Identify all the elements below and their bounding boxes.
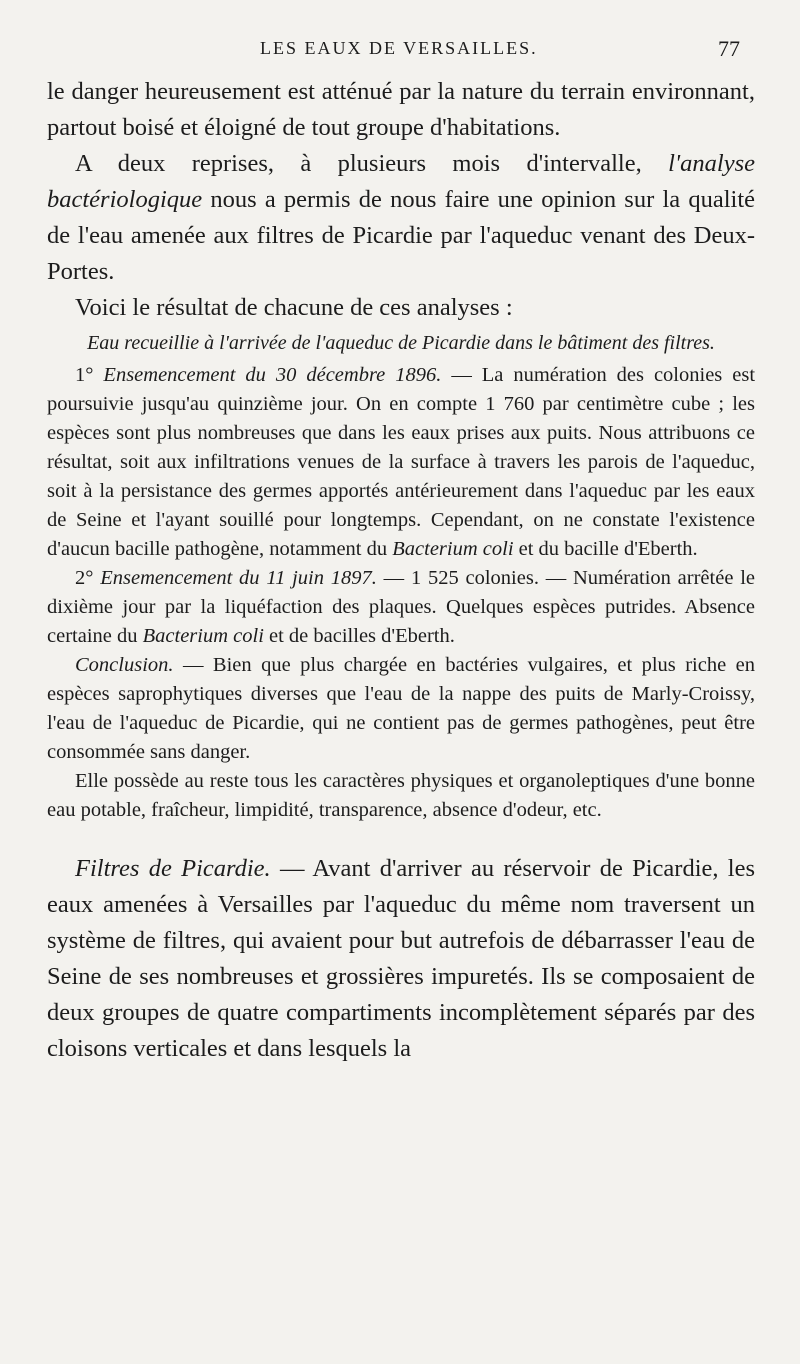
paragraph-voici: Voici le résultat de chacune de ces analyses : [75, 294, 513, 321]
paragraph-analyse-text-a: A deux reprises, à plusieurs mois d'intervalle, [75, 150, 669, 177]
running-title: LES EAUX DE VERSAILLES. [260, 38, 538, 58]
ensemencement-2-label: Ensemencement du 11 juin 1897. [100, 567, 377, 589]
filtres-text: — Avant d'arriver au réservoir de Picardie, les eaux amenées à Versailles par l'aqueduc du même nom traversent un système de filtres, qui avaient pour but autrefois de débarrasser l'eau de Seine de ses nombreuses et grossières impuretés. Ils se composaient de deux groupes de quatre compartiments incomplètement séparés par des cloisons verticales et dans lesquels la [47, 855, 756, 1062]
ensemencement-1-end: et du bacille d'Eberth. [513, 538, 698, 560]
section-subtitle: Eau recueillie à l'arrivée de l'aqueduc de Picardie dans le bâtiment des filtres. [87, 332, 715, 354]
conclusion-label: Conclusion. [75, 654, 174, 676]
section-filtres [47, 851, 755, 1067]
ensemencement-1-text: — La numération des colonies est poursuivie jusqu'au quinzième jour. On en compte 1 760 par centimètre cube ; les espèces sont plus nombreuses que dans les eaux prises aux puits. Nous attribuons ce résultat, soit aux infiltrations venues de la surface à travers les parois de l'aqueduc, soit à la persistance des germes apportés antérieurement dans l'aqueduc par les eaux de Seine et l'ayant souillé pour longtemps. Cependant, on ne constate l'existence d'aucun bacille pathogène, notamment du [47, 364, 756, 560]
page-body [47, 74, 755, 1067]
ensemencement-2-number: 2° [75, 567, 101, 589]
paragraph-analyse-text-c: nous a permis de nous faire une opinion sur la qualité de l'eau amenée aux filtres de Picardie par l'aqueduc venant des Deux-Portes. [47, 186, 755, 285]
paragraph-analyse [47, 146, 755, 290]
bacterium-term: Bacterium coli [392, 538, 514, 560]
paragraph-danger: le danger heureusement est atténué par la nature du terrain environnant, partout boisé et éloigné de tout groupe d'habitations. [47, 78, 755, 141]
ensemencement-1 [47, 361, 755, 564]
ensemencement-2 [47, 564, 755, 651]
paragraph-elle: Elle possède au reste tous les caractères physiques et organoleptiques d'une bonne eau potable, fraîcheur, limpidité, transparence, absence d'odeur, etc. [47, 770, 755, 821]
ensemencement-2-end: et de bacilles d'Eberth. [263, 625, 455, 647]
page-number: 77 [718, 36, 740, 61]
bacterium-term: Bacterium coli [142, 625, 264, 647]
conclusion-text: — Bien que plus chargée en bactéries vulgaires, et plus riche en espèces saprophytiques diverses que l'eau de la nappe des puits de Marly-Croissy, l'eau de l'aqueduc de Picardie, qui ne contient pas de germes pathogènes, peut être consommée sans danger. [47, 654, 755, 763]
page-header [60, 36, 740, 66]
ensemencement-1-label: Ensemencement du 30 décembre 1896. [103, 364, 442, 386]
conclusion [47, 651, 755, 767]
analyse-term: l'analyse bactériologique [47, 150, 755, 213]
ensemencement-1-number: 1° [75, 364, 104, 386]
filtres-label: Filtres de Picardie. [75, 855, 271, 882]
ensemencement-2-text: — 1 525 colonies. — Numération arrêtée le dixième jour par la liquéfaction des plaques. Quelques espèces putrides. Absence certaine du [47, 567, 755, 647]
